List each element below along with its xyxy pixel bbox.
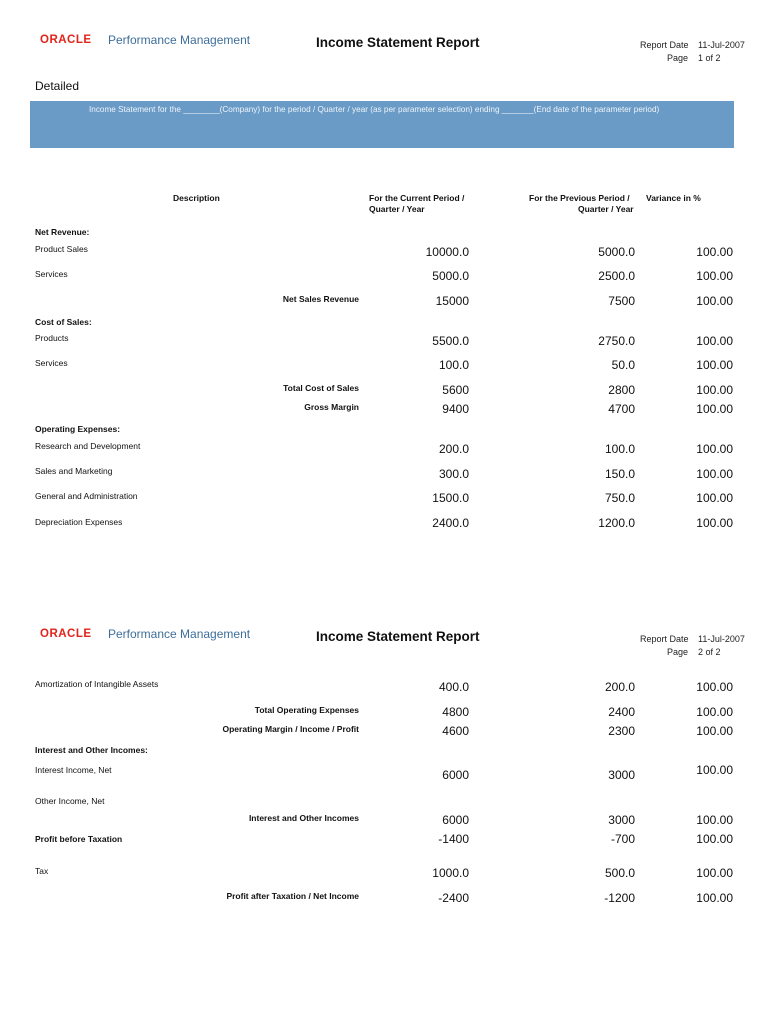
section-label: Interest and Other Incomes: [35,745,148,755]
page-label: Page [667,647,689,657]
current-period-value: 1000.0 [432,866,469,880]
report-title: Income Statement Report [316,629,480,644]
previous-period-value: 2400 [608,705,635,719]
column-header-current-line1: For the Current Period / [369,193,465,203]
current-period-value: 400.0 [438,680,469,694]
row-label: Products [35,333,69,343]
page-label: Page [667,53,689,63]
previous-period-value: 3000 [608,813,635,827]
row-label: Interest Income, Net [35,765,112,775]
row-label: Tax [35,866,49,876]
current-period-value: 5600 [442,383,469,397]
current-period-value: 5500.0 [432,334,469,348]
previous-period-value: 150.0 [604,467,635,481]
current-period-value: -2400 [438,891,469,905]
current-period-value: 6000 [442,768,469,782]
current-period-value: 300.0 [438,467,469,481]
variance-value: 100.00 [696,705,733,719]
row-label: Services [35,269,68,279]
banner-text: Income Statement for the ________(Company) for the period / Quarter / year (as per parameter selection) ending _______(End date of the parameter period) [89,105,660,114]
previous-period-value: 3000 [608,768,635,782]
app-name: Performance Management [108,627,251,641]
current-period-value: -1400 [438,832,469,846]
previous-period-value: 4700 [608,402,635,416]
variance-value: 100.00 [696,491,733,505]
previous-period-value: 2800 [608,383,635,397]
row-label: Research and Development [35,441,141,451]
current-period-value: 10000.0 [425,245,469,259]
current-period-value: 15000 [435,294,469,308]
variance-value: 100.00 [696,891,733,905]
total-label: Gross Margin [304,402,359,412]
report-title: Income Statement Report [316,35,480,50]
variance-value: 100.00 [696,467,733,481]
previous-period-value: 500.0 [604,866,635,880]
previous-period-value: 2750.0 [598,334,635,348]
variance-value: 100.00 [696,680,733,694]
variance-value: 100.00 [696,813,733,827]
current-period-value: 6000 [442,813,469,827]
variance-value: 100.00 [696,516,733,530]
variance-value: 100.00 [696,358,733,372]
row-label: Amortization of Intangible Assets [35,679,159,689]
variance-value: 100.00 [696,866,733,880]
page-number: 1 of 2 [698,53,721,63]
current-period-value: 9400 [442,402,469,416]
previous-period-value: 200.0 [604,680,635,694]
previous-period-value: 2300 [608,724,635,738]
variance-value: 100.00 [696,442,733,456]
section-label: Net Revenue: [35,227,90,237]
app-name: Performance Management [108,33,251,47]
section-label: Operating Expenses: [35,424,121,434]
parameter-banner [30,101,734,148]
current-period-value: 1500.0 [432,491,469,505]
previous-period-value: -700 [610,832,635,846]
previous-period-value: 2500.0 [598,269,635,283]
total-label: Total Cost of Sales [283,383,359,393]
variance-value: 100.00 [696,383,733,397]
variance-value: 100.00 [696,832,733,846]
variance-value: 100.00 [696,245,733,259]
variance-value: 100.00 [696,402,733,416]
current-period-value: 4600 [442,724,469,738]
row-label: Depreciation Expenses [35,517,123,527]
variance-value: 100.00 [696,763,733,777]
row-label: Product Sales [35,244,88,254]
previous-period-value: -1200 [604,891,635,905]
column-header-previous-line1: For the Previous Period / [529,193,630,203]
column-header-current-line2: Quarter / Year [369,204,425,214]
column-header-variance: Variance in % [646,193,701,203]
current-period-value: 100.0 [438,358,469,372]
previous-period-value: 5000.0 [598,245,635,259]
current-period-value: 200.0 [438,442,469,456]
current-period-value: 2400.0 [432,516,469,530]
previous-period-value: 1200.0 [598,516,635,530]
variance-value: 100.00 [696,724,733,738]
total-label: Interest and Other Incomes [248,813,359,823]
current-period-value: 5000.0 [432,269,469,283]
previous-period-value: 50.0 [611,358,635,372]
report-date-label: Report Date [640,40,689,50]
total-label: Net Sales Revenue [282,294,359,304]
page-number: 2 of 2 [698,647,721,657]
row-label: Services [35,358,68,368]
total-label: Profit after Taxation / Net Income [226,891,359,901]
previous-period-value: 750.0 [604,491,635,505]
total-label: Total Operating Expenses [254,705,359,715]
column-header-previous-line2: Quarter / Year [578,204,634,214]
row-label: Sales and Marketing [35,466,113,476]
variance-value: 100.00 [696,334,733,348]
report-date-value: 11-Jul-2007 [698,634,745,644]
previous-period-value: 100.0 [604,442,635,456]
report-date-label: Report Date [640,634,689,644]
oracle-logo: ORACLE [40,34,92,46]
variance-value: 100.00 [696,294,733,308]
row-label: General and Administration [35,491,138,501]
previous-period-value: 7500 [608,294,635,308]
total-label: Operating Margin / Income / Profit [222,724,359,734]
oracle-logo: ORACLE [40,628,92,640]
report-date-value: 11-Jul-2007 [698,40,745,50]
column-header-description: Description [173,193,220,203]
section-label: Cost of Sales: [35,317,92,327]
report-subtitle: Detailed [35,79,80,93]
row-label: Other Income, Net [35,796,105,806]
current-period-value: 4800 [442,705,469,719]
section-label: Profit before Taxation [35,834,123,844]
variance-value: 100.00 [696,269,733,283]
